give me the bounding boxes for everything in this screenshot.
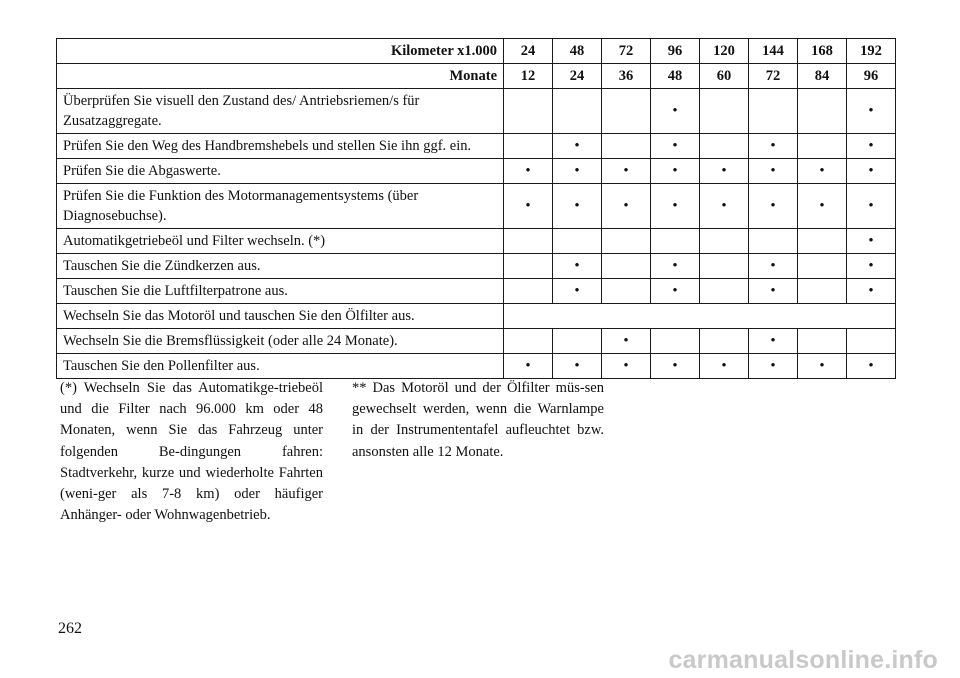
interval-cell-empty xyxy=(553,229,602,254)
service-dot: • xyxy=(553,279,602,304)
service-dot: • xyxy=(651,254,700,279)
schedule-body xyxy=(57,39,896,379)
service-dot: • xyxy=(749,159,798,184)
interval-cell-empty xyxy=(602,254,651,279)
table-row xyxy=(57,159,896,184)
maintenance-schedule-table xyxy=(56,38,896,379)
task-label: Prüfen Sie die Funktion des Motormanagementsystems (über Diagnosebuchse). xyxy=(57,184,504,229)
interval-cell-empty xyxy=(504,254,553,279)
task-label: Tauschen Sie die Luftfilterpatrone aus. xyxy=(57,279,504,304)
interval-cell-empty xyxy=(602,279,651,304)
interval-cell-empty xyxy=(700,229,749,254)
interval-cell-empty xyxy=(700,329,749,354)
interval-cell-empty xyxy=(504,279,553,304)
interval-cell-empty xyxy=(700,89,749,134)
header-row-kilometers xyxy=(57,39,896,64)
header-km-value: 144 xyxy=(749,39,798,64)
task-label: Prüfen Sie den Weg des Handbremshebels und stellen Sie ihn ggf. ein. xyxy=(57,134,504,159)
service-dot: • xyxy=(798,159,847,184)
service-dot: • xyxy=(602,329,651,354)
interval-cell-empty xyxy=(798,254,847,279)
service-dot: • xyxy=(602,159,651,184)
service-dot: • xyxy=(553,254,602,279)
service-dot: • xyxy=(847,89,896,134)
interval-cell-empty xyxy=(749,229,798,254)
interval-cell-empty xyxy=(847,329,896,354)
interval-cell-empty xyxy=(553,89,602,134)
service-dot: • xyxy=(700,354,749,379)
service-dot: • xyxy=(847,354,896,379)
interval-cell-empty xyxy=(504,329,553,354)
header-km-value: 96 xyxy=(651,39,700,64)
service-dot: • xyxy=(749,354,798,379)
service-dot: • xyxy=(553,134,602,159)
service-dot: • xyxy=(847,184,896,229)
table-row xyxy=(57,89,896,134)
service-dot: • xyxy=(749,279,798,304)
service-dot: • xyxy=(553,354,602,379)
header-months-value: 84 xyxy=(798,64,847,89)
header-months-value: 48 xyxy=(651,64,700,89)
service-dot: • xyxy=(847,254,896,279)
interval-cell-empty xyxy=(700,254,749,279)
service-dot: • xyxy=(847,279,896,304)
header-km-value: 48 xyxy=(553,39,602,64)
service-dot: • xyxy=(504,184,553,229)
footnote-engine-oil: ** Das Motoröl und der Ölfilter müs-sen gewechselt werden, wenn die Warnlampe in der Instrumententafel aufleuchtet bzw. ansonsten alle 12 Monate. xyxy=(352,380,604,460)
interval-cell-empty xyxy=(602,89,651,134)
service-dot: • xyxy=(651,159,700,184)
table-row xyxy=(57,229,896,254)
header-km-value: 192 xyxy=(847,39,896,64)
interval-cell-empty xyxy=(651,329,700,354)
interval-cell-empty xyxy=(798,229,847,254)
task-label: Wechseln Sie das Motoröl und tauschen Sie den Ölfilter aus. xyxy=(57,304,504,329)
header-km-value: 24 xyxy=(504,39,553,64)
service-dot: • xyxy=(700,159,749,184)
table-row xyxy=(57,279,896,304)
task-label: Wechseln Sie die Bremsflüssigkeit (oder alle 24 Monate). xyxy=(57,329,504,354)
interval-cell-empty xyxy=(798,329,847,354)
interval-cell-empty xyxy=(700,279,749,304)
service-dot: • xyxy=(798,184,847,229)
service-dot: • xyxy=(553,184,602,229)
service-dot: • xyxy=(553,159,602,184)
interval-cell-empty xyxy=(749,89,798,134)
interval-cell-empty xyxy=(602,229,651,254)
interval-cell-empty xyxy=(504,89,553,134)
header-months-value: 96 xyxy=(847,64,896,89)
header-row-months xyxy=(57,64,896,89)
footnote-automatic-transmission: (*) Wechseln Sie das Automatikge-triebeöl und die Filter nach 96.000 km oder 48 Monaten, wenn Sie das Fahrzeug unter folgenden Be-dingungen fahren: Stadtverkehr, kurze und wiederholte Fahrten (weni-ger als 7-8 km) oder häufiger Anhänger- oder Wohnwagenbetrieb. xyxy=(60,380,323,524)
header-km-value: 72 xyxy=(602,39,651,64)
interval-cell-empty xyxy=(651,229,700,254)
interval-cell-empty xyxy=(602,134,651,159)
interval-cell-empty xyxy=(504,229,553,254)
interval-cell-empty xyxy=(798,134,847,159)
service-dot: • xyxy=(749,184,798,229)
service-dot: • xyxy=(749,134,798,159)
task-label: Tauschen Sie den Pollenfilter aus. xyxy=(57,354,504,379)
table-row xyxy=(57,304,896,329)
service-dot: • xyxy=(651,134,700,159)
header-months-value: 60 xyxy=(700,64,749,89)
table-row xyxy=(57,254,896,279)
service-dot: • xyxy=(749,329,798,354)
service-dot: • xyxy=(651,279,700,304)
service-dot: • xyxy=(847,134,896,159)
header-months-value: 24 xyxy=(553,64,602,89)
service-dot: • xyxy=(602,184,651,229)
header-months-value: 72 xyxy=(749,64,798,89)
table-row xyxy=(57,134,896,159)
header-months-value: 36 xyxy=(602,64,651,89)
interval-cell-empty xyxy=(798,89,847,134)
interval-cell-empty xyxy=(504,134,553,159)
interval-cell-empty xyxy=(798,279,847,304)
service-dot: • xyxy=(700,184,749,229)
header-months-value: 12 xyxy=(504,64,553,89)
header-km-label: Kilometer x1.000 xyxy=(57,39,504,64)
watermark-logo: carmanualsonline.info xyxy=(668,646,938,674)
service-dot: • xyxy=(749,254,798,279)
table-row xyxy=(57,184,896,229)
interval-cell-empty xyxy=(700,134,749,159)
task-label: Prüfen Sie die Abgaswerte. xyxy=(57,159,504,184)
task-label: Überprüfen Sie visuell den Zustand des/ Antriebsriemen/s für Zusatzaggregate. xyxy=(57,89,504,134)
service-dot: • xyxy=(798,354,847,379)
service-dot: • xyxy=(651,89,700,134)
task-label: Tauschen Sie die Zündkerzen aus. xyxy=(57,254,504,279)
page-number: 262 xyxy=(58,620,82,637)
header-km-value: 120 xyxy=(700,39,749,64)
service-dot: • xyxy=(504,159,553,184)
service-dot: • xyxy=(651,354,700,379)
service-dot: • xyxy=(651,184,700,229)
header-months-label: Monate xyxy=(57,64,504,89)
header-km-value: 168 xyxy=(798,39,847,64)
service-dot: • xyxy=(602,354,651,379)
interval-cell-merged xyxy=(504,304,896,329)
service-dot: • xyxy=(847,229,896,254)
service-dot: • xyxy=(847,159,896,184)
interval-cell-empty xyxy=(553,329,602,354)
table-row xyxy=(57,329,896,354)
table-row xyxy=(57,354,896,379)
task-label: Automatikgetriebeöl und Filter wechseln. (*) xyxy=(57,229,504,254)
service-dot: • xyxy=(504,354,553,379)
